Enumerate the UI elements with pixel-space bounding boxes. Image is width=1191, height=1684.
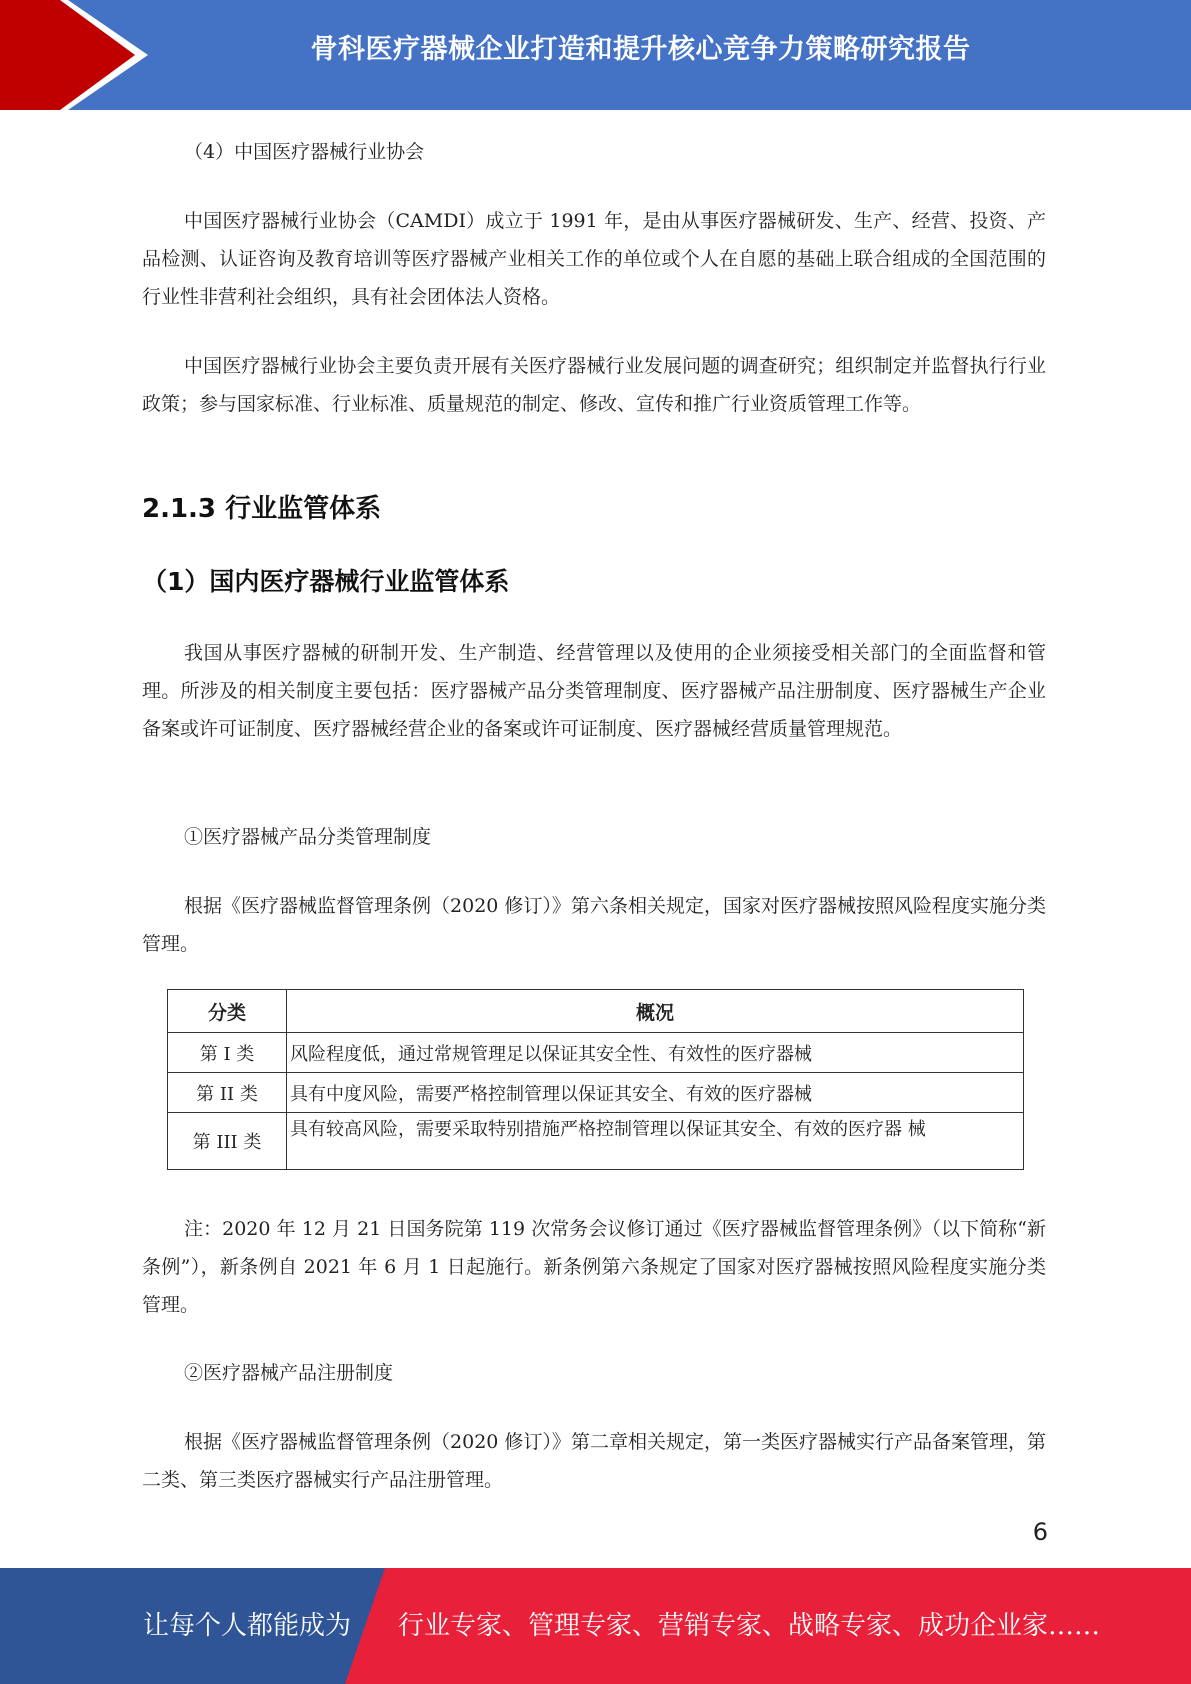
table-row: [168, 1033, 1024, 1073]
camdi-duties-paragraph: 中国医疗器械行业协会主要负责开展有关医疗器械行业发展问题的调查研究；组织制定并监督执行行业政策；参与国家标准、行业标准、质量规范的制定、修改、宣传和推广行业资质管理工作等。: [142, 355, 1046, 415]
footer-slogan-left: 让每个人都能成为: [143, 1611, 352, 1641]
table-row: [168, 1073, 1024, 1113]
domestic-regulation-paragraph: 我国从事医疗器械的研制开发、生产制造、经营管理以及使用的企业须接受相关部门的全面监督和管理。所涉及的相关制度主要包括：医疗器械产品分类管理制度、医疗器械产品注册制度、医疗器械生产企业备案或许可证制度、医疗器械经营企业的备案或许可证制度、医疗器械经营质量管理规范。: [142, 642, 1046, 740]
table-cell-category: 第 II 类: [168, 1073, 287, 1113]
table-cell-desc: 具有中度风险，需要严格控制管理以保证其安全、有效的医疗器械: [287, 1073, 1024, 1113]
table-cell-desc: 风险程度低，通过常规管理足以保证其安全性、有效性的医疗器械: [287, 1033, 1024, 1073]
table-header-row: [168, 990, 1024, 1033]
table-row: [168, 1113, 1024, 1170]
table-header-category: 分类: [168, 990, 287, 1033]
classification-table: [167, 989, 1024, 1170]
association-heading: （4）中国医疗器械行业协会: [184, 141, 425, 163]
camdi-intro-paragraph: 中国医疗器械行业协会（CAMDI）成立于 1991 年，是由从事医疗器械研发、生产、经营、投资、产品检测、认证咨询及教育培训等医疗器械产业相关工作的单位或个人在自愿的基础上联合组成的全国范围的行业性非营利社会组织，具有社会团体法人资格。: [142, 210, 1046, 308]
subsection-heading: （1）国内医疗器械行业监管体系: [142, 567, 510, 596]
item-1-heading: ①医疗器械产品分类管理制度: [184, 826, 432, 848]
header-red-chevron-icon: [0, 0, 160, 110]
report-title: 骨科医疗器械企业打造和提升核心竞争力策略研究报告: [310, 34, 971, 65]
section-heading: 2.1.3 行业监管体系: [142, 494, 382, 524]
page-header: [0, 0, 1191, 110]
table-cell-category: 第 III 类: [168, 1113, 287, 1170]
table-cell-category: 第 I 类: [168, 1033, 287, 1073]
item-2-paragraph: 根据《医疗器械监督管理条例（2020 修订）》第二章相关规定，第一类医疗器械实行产品备案管理，第二类、第三类医疗器械实行产品注册管理。: [142, 1431, 1046, 1491]
item-2-heading: ②医疗器械产品注册制度: [184, 1362, 394, 1384]
note-paragraph: 注：2020 年 12 月 21 日国务院第 119 次常务会议修订通过《医疗器械监督管理条例》（以下简称“新条例”），新条例自 2021 年 6 月 1 日起施行。新条例第六条规定了国家对医疗器械按照风险程度实施分类管理。: [142, 1218, 1046, 1316]
footer-slogan-right: 行业专家、管理专家、营销专家、战略专家、成功企业家……: [398, 1611, 1101, 1641]
item-1-paragraph: 根据《医疗器械监督管理条例（2020 修订）》第六条相关规定，国家对医疗器械按照风险程度实施分类管理。: [142, 895, 1046, 955]
table-cell-desc: 具有较高风险，需要采取特别措施严格控制管理以保证其安全、有效的医疗器 械: [287, 1113, 1024, 1170]
page-number: 6: [1032, 1518, 1048, 1546]
table-header-overview: 概况: [287, 990, 1024, 1033]
page-footer: [0, 1568, 1191, 1684]
